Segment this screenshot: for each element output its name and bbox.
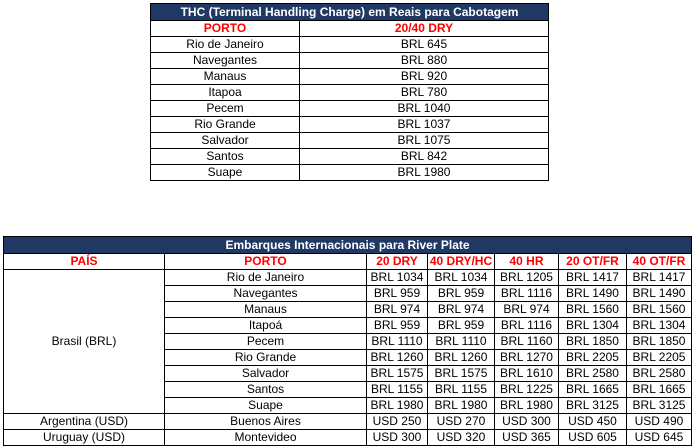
price-cell: USD 320 <box>428 430 495 446</box>
river-plate-table <box>3 236 692 446</box>
port-cell: Santos <box>151 149 300 165</box>
price-cell: BRL 920 <box>300 69 549 85</box>
price-cell: BRL 1110 <box>367 334 428 350</box>
port-cell: Buenos Aires <box>165 414 367 430</box>
price-cell: BRL 2580 <box>559 366 627 382</box>
price-cell: BRL 1980 <box>367 398 428 414</box>
price-cell: BRL 1270 <box>495 350 559 366</box>
price-cell: USD 365 <box>495 430 559 446</box>
price-cell: BRL 1560 <box>627 302 692 318</box>
price-cell: BRL 1040 <box>300 101 549 117</box>
thc-header-dry: 20/40 DRY <box>300 21 549 37</box>
column-header: PAÍS <box>4 254 165 270</box>
price-cell: USD 605 <box>559 430 627 446</box>
table-row <box>151 85 549 101</box>
port-cell: Rio Grande <box>165 350 367 366</box>
price-cell: BRL 974 <box>367 302 428 318</box>
column-header: 40 HR <box>495 254 559 270</box>
port-cell: Navegantes <box>165 286 367 302</box>
country-cell: Uruguay (USD) <box>4 430 165 446</box>
thc-header-porto: PORTO <box>151 21 300 37</box>
price-cell: BRL 2205 <box>559 350 627 366</box>
price-cell: BRL 1490 <box>559 286 627 302</box>
table-row <box>151 165 549 181</box>
port-cell: Rio de Janeiro <box>165 270 367 286</box>
river-plate-header-row <box>4 254 692 270</box>
price-cell: BRL 1490 <box>627 286 692 302</box>
price-cell: BRL 1037 <box>300 117 549 133</box>
price-cell: BRL 1116 <box>495 318 559 334</box>
price-cell: BRL 3125 <box>559 398 627 414</box>
port-cell: Rio Grande <box>151 117 300 133</box>
price-cell: BRL 1575 <box>428 366 495 382</box>
port-cell: Salvador <box>165 366 367 382</box>
price-cell: BRL 1034 <box>428 270 495 286</box>
price-cell: BRL 1850 <box>559 334 627 350</box>
thc-table-title: THC (Terminal Handling Charge) em Reais para Cabotagem <box>151 4 549 21</box>
price-cell: BRL 2205 <box>627 350 692 366</box>
price-cell: BRL 1304 <box>627 318 692 334</box>
price-cell: BRL 1260 <box>367 350 428 366</box>
price-cell: BRL 1980 <box>495 398 559 414</box>
port-cell: Salvador <box>151 133 300 149</box>
price-cell: BRL 1980 <box>300 165 549 181</box>
column-header: PORTO <box>165 254 367 270</box>
price-cell: BRL 1260 <box>428 350 495 366</box>
column-header: 40 DRY/HC <box>428 254 495 270</box>
table-row <box>151 149 549 165</box>
country-cell: Argentina (USD) <box>4 414 165 430</box>
river-plate-table-title: Embarques Internacionais para River Plate <box>4 237 692 254</box>
price-cell: BRL 1304 <box>559 318 627 334</box>
price-cell: BRL 974 <box>495 302 559 318</box>
table-row <box>151 53 549 69</box>
price-cell: BRL 1560 <box>559 302 627 318</box>
price-cell: BRL 959 <box>367 318 428 334</box>
price-cell: BRL 880 <box>300 53 549 69</box>
price-cell: BRL 842 <box>300 149 549 165</box>
price-cell: BRL 1034 <box>367 270 428 286</box>
price-cell: BRL 1980 <box>428 398 495 414</box>
country-cell: Brasil (BRL) <box>4 270 165 414</box>
price-cell: BRL 780 <box>300 85 549 101</box>
price-cell: BRL 959 <box>428 318 495 334</box>
price-cell: BRL 974 <box>428 302 495 318</box>
price-cell: BRL 1110 <box>428 334 495 350</box>
port-cell: Pecem <box>165 334 367 350</box>
price-cell: BRL 1610 <box>495 366 559 382</box>
price-cell: BRL 1225 <box>495 382 559 398</box>
table-row <box>151 37 549 53</box>
price-cell: USD 300 <box>495 414 559 430</box>
price-cell: BRL 2580 <box>627 366 692 382</box>
column-header: 20 OT/FR <box>559 254 627 270</box>
port-cell: Suape <box>165 398 367 414</box>
table-row <box>4 430 692 446</box>
table-row <box>4 270 692 286</box>
thc-table-body <box>151 37 549 181</box>
price-cell: USD 270 <box>428 414 495 430</box>
price-cell: USD 300 <box>367 430 428 446</box>
price-cell: BRL 959 <box>428 286 495 302</box>
port-cell: Itapoa <box>151 85 300 101</box>
table-row <box>151 117 549 133</box>
port-cell: Itapoá <box>165 318 367 334</box>
table-row <box>151 133 549 149</box>
column-header: 20 DRY <box>367 254 428 270</box>
price-cell: BRL 1205 <box>495 270 559 286</box>
price-cell: BRL 1075 <box>300 133 549 149</box>
port-cell: Suape <box>151 165 300 181</box>
price-cell: USD 250 <box>367 414 428 430</box>
river-plate-table-body <box>4 270 692 446</box>
port-cell: Rio de Janeiro <box>151 37 300 53</box>
port-cell: Navegantes <box>151 53 300 69</box>
port-cell: Santos <box>165 382 367 398</box>
price-cell: BRL 645 <box>300 37 549 53</box>
port-cell: Manaus <box>151 69 300 85</box>
price-cell: BRL 1575 <box>367 366 428 382</box>
table-row <box>4 414 692 430</box>
price-cell: BRL 1155 <box>428 382 495 398</box>
price-cell: USD 490 <box>627 414 692 430</box>
port-cell: Pecem <box>151 101 300 117</box>
price-cell: BRL 1417 <box>627 270 692 286</box>
port-cell: Montevideo <box>165 430 367 446</box>
table-row <box>151 69 549 85</box>
port-cell: Manaus <box>165 302 367 318</box>
column-header: 40 OT/FR <box>627 254 692 270</box>
price-cell: BRL 1116 <box>495 286 559 302</box>
price-cell: USD 645 <box>627 430 692 446</box>
price-cell: BRL 3125 <box>627 398 692 414</box>
table-row <box>151 101 549 117</box>
price-cell: BRL 1665 <box>559 382 627 398</box>
price-cell: BRL 959 <box>367 286 428 302</box>
price-cell: BRL 1417 <box>559 270 627 286</box>
price-cell: BRL 1155 <box>367 382 428 398</box>
price-cell: BRL 1160 <box>495 334 559 350</box>
thc-table <box>150 3 549 181</box>
price-cell: USD 450 <box>559 414 627 430</box>
price-cell: BRL 1850 <box>627 334 692 350</box>
price-cell: BRL 1665 <box>627 382 692 398</box>
